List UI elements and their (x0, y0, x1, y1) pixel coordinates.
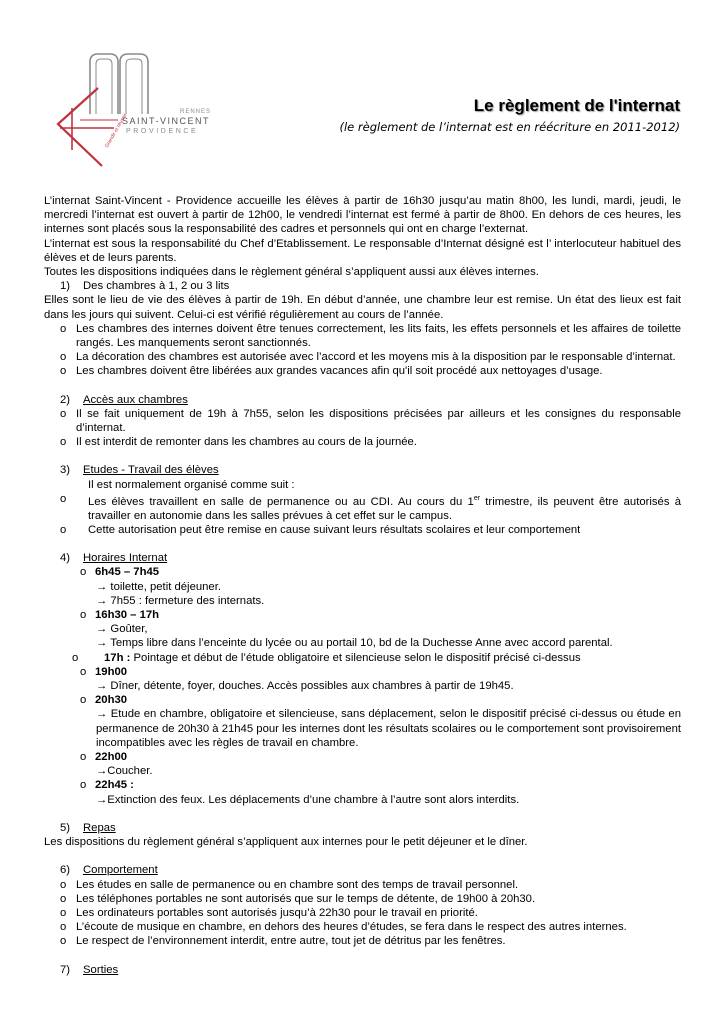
list-item: o Les chambres des internes doivent être tenues correctement, les lits faits, les effets personnels et les affaires de toilette rangés. Les manquements seront sanctionnés. (44, 322, 681, 350)
intro-paragraph-3: Toutes les dispositions indiquées dans le règlement général s’appliquent aussi aux élèves internes. (44, 266, 539, 279)
page-subtitle: (le règlement de l’internat est en réécriture en 2011-2012) (339, 120, 680, 134)
access-list (44, 407, 681, 450)
section-number: 4) (60, 552, 71, 565)
schedule-detail: → toilette, petit déjeuner. (96, 580, 221, 593)
schedule-time: o 22h45 : (44, 778, 681, 792)
logo-motto: Grandir et réussir (104, 112, 129, 149)
rooms-paragraph: Elles sont le lieu de vie des élèves à partir de 19h. En début d’année, une chambre leur est remise. Un état des lieux est fait dans les jours qui suivent. Celui-ci est vérifié régulièrement au cours de l’année. (44, 294, 681, 321)
studies-list (44, 492, 681, 537)
arrow-icon: → (96, 594, 108, 607)
arrow-icon: → (96, 637, 108, 650)
school-logo (52, 50, 212, 170)
logo-city: RENNES (180, 109, 212, 115)
section-number: 2) (60, 393, 71, 406)
list-item: o La décoration des chambres est autorisée avec l’accord et les moyens mis à la disposition par le responsable d’internat. (44, 350, 681, 364)
meals-paragraph: Les dispositions du règlement général s’appliquent aux internes pour le petit déjeuner et le dîner. (44, 836, 528, 849)
intro-paragraph-1: L’internat Saint-Vincent - Providence accueille les élèves à partir de 16h30 jusqu’au matin 8h00, les lundi, mardi, jeudi, le mercredi l’internat est ouvert à partir de 12h00, le vendredi l’internat est fermé à partir de 8h00. En dehors de ces heures, les internes sont placés sous la responsabilité des cadres et personnels qui ont en charge l’externat. (44, 195, 681, 236)
section-label: Sorties (83, 963, 119, 976)
section-number: 1) (60, 280, 71, 293)
arrow-icon: → (96, 765, 108, 778)
section-number: 3) (60, 464, 71, 477)
schedule-detail: → Goûter, (96, 623, 148, 636)
section-heading-schedule (60, 551, 681, 565)
list-item: o Le respect de l’environnement interdit, entre autre, tout jet de détritus par les fenêtres. (44, 934, 681, 948)
logo-name: SAINT-VINCENT (122, 116, 211, 126)
list-item (44, 492, 681, 523)
schedule-time: o 19h00 (44, 665, 681, 679)
list-item: o Cette autorisation peut être remise en cause suivant leurs résultats scolaires et leur comportement (44, 523, 681, 537)
section-heading-studies (60, 463, 681, 477)
arrow-icon: → (96, 580, 108, 593)
schedule-detail: →Extinction des feux. Les déplacements d’une chambre à l’autre sont alors interdits. (96, 793, 520, 806)
arrow-icon: → (96, 623, 108, 636)
schedule-time: o 17h : Pointage et début de l’étude obligatoire et silencieuse selon le dispositif précisé ci-dessus (44, 651, 681, 665)
behaviour-list (44, 878, 681, 949)
page-title: Le règlement de l'internat (473, 96, 680, 115)
schedule-detail: → Dîner, détente, foyer, douches. Accès possibles aux chambres à partir de 19h45. (96, 680, 514, 693)
arrow-icon: → (96, 708, 108, 721)
list-item: o Les téléphones portables ne sont autorisés que sur le temps de détente, de 19h00 à 20h30. (44, 892, 681, 906)
studies-item-1a: Les élèves travaillent en salle de permanence ou au CDI. Au cours du 1 (88, 495, 474, 508)
schedule-detail: → 7h55 : fermeture des internats. (96, 594, 265, 607)
schedule-detail: → Temps libre dans l’enceinte du lycée ou au portail 10, bd de la Duchesse Anne avec accord parental. (96, 637, 613, 650)
schedule-time: o 16h30 – 17h (44, 608, 681, 622)
section-label: Comportement (83, 864, 158, 877)
section-label: Etudes - Travail des élèves (83, 464, 219, 477)
list-item: o Les ordinateurs portables sont autorisés jusqu’à 22h30 pour le travail en priorité. (44, 906, 681, 920)
schedule-time: o 6h45 – 7h45 (44, 565, 681, 579)
section-heading-access (60, 393, 681, 407)
section-number: 7) (60, 963, 71, 976)
section-label: Repas (83, 821, 116, 834)
list-item: o L’écoute de musique en chambre, en dehors des heures d’études, se fera dans le respect des autres internes. (44, 920, 681, 934)
section-heading-rooms (60, 279, 681, 293)
studies-item-1-sup: er (473, 494, 481, 502)
section-heading-behaviour (60, 863, 681, 877)
schedule-detail: → Etude en chambre, obligatoire et silencieuse, sans déplacement, selon le dispositif précisé ci-dessus ou étude en permanence de 20h30 à 21h45 pour les internes dont les résultats scolaires ou le comportement sont provisoirement incompatibles avec les règles de travail en chambre. (96, 708, 681, 749)
section-label: Accès aux chambres (83, 393, 188, 406)
section-heading-outings (60, 963, 681, 977)
studies-intro: Il est normalement organisé comme suit : (88, 478, 295, 491)
schedule-detail: Pointage et début de l’étude obligatoire et silencieuse selon le dispositif précisé ci-dessus (130, 651, 581, 664)
intro-paragraph-2: L’internat est sous la responsabilité du Chef d’Etablissement. Le responsable d’Internat désigné est l’ interlocuteur habituel des élèves et de leurs parents. (44, 237, 681, 264)
section-heading-meals (60, 821, 681, 835)
schedule-time: o 20h30 (44, 693, 681, 707)
section-label: Horaires Internat (83, 552, 168, 565)
arrow-icon: → (96, 793, 108, 806)
schedule-detail: →Coucher. (96, 765, 153, 778)
list-item: o Les études en salle de permanence ou en chambre sont des temps de travail personnel. (44, 878, 681, 892)
rooms-list (44, 322, 681, 379)
studies-item-1b: trimestre, ils peuvent être autorisés à travailler en autonomie dans les salles prévues à cet effet sur le campus. (88, 495, 681, 522)
list-item: o Les chambres doivent être libérées aux grandes vacances afin qu'il soit procédé aux nettoyages d’usage. (44, 364, 681, 378)
logo-subname: PROVIDENCE (126, 128, 199, 135)
section-number: 5) (60, 821, 71, 834)
list-item: o Il est interdit de remonter dans les chambres au cours de la journée. (44, 435, 681, 449)
section-number: 6) (60, 864, 71, 877)
document-body (44, 194, 681, 977)
arrow-icon: → (96, 680, 108, 693)
section-label: Des chambres à 1, 2 ou 3 lits (83, 280, 230, 293)
list-item: o Il se fait uniquement de 19h à 7h55, selon les dispositions précisées par ailleurs et les consignes du responsable d’internat. (44, 407, 681, 435)
schedule-time: o 22h00 (44, 750, 681, 764)
